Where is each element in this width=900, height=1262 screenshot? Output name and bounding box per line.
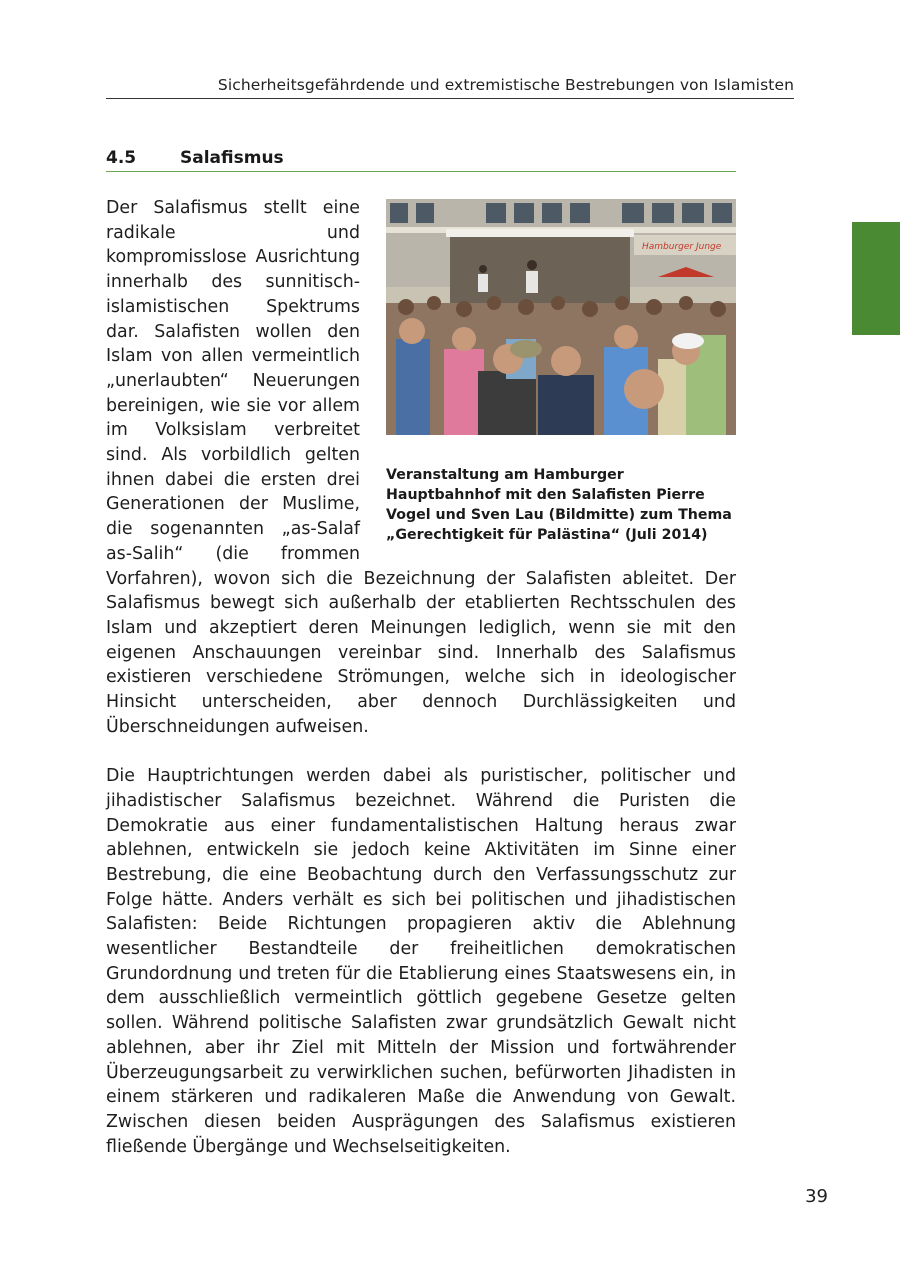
paragraph: Die Hauptrichtungen werden dabei als puristischer, politischer und jihadistischer Salafismus bezeichnet. Während die Puristen die Demokratie aus einer fundamentalistischen Haltung heraus zwar ablehnen, entwickeln sie jedoch keine Aktivitäten im Sinne einer Bestrebung, die eine Beobachtung durch den Verfassungsschutz zur Folge hätte. Anders verhält es sich bei politischen und jihadistischen Salafisten: Beide Richtungen propagieren aktiv die Ablehnung wesentlicher Bestandteile der freiheitlichen demokratischen Grundordnung und treten für die Etablierung eines Staatswesens ein, in dem ausschließlich vermeintlich göttlich gegebene Gesetze gelten sollen. Während politische Salafisten zwar grundsätzlich Gewalt nicht ablehnen, aber ihr Ziel mit Mitteln der Mission und fortwährender Überzeugungsarbeit zu verwirklichen suchen, befürworten Jihadisten in einem stärkeren und radikaleren Maße die Anwendung von Gewalt. Zwischen diesen beiden Ausprägungen des Salafismus existieren fließende Übergänge und Wechselseitigkeiten.: [106, 766, 736, 1157]
section-number: 4.5: [106, 148, 137, 168]
running-header: Sicherheitsgefährdende und extremistische Bestrebungen von Islamisten: [217, 76, 794, 94]
shop-banner: Hamburger Junge: [642, 242, 722, 252]
section-title: Salafismus: [180, 148, 284, 168]
page-number: 39: [805, 1186, 828, 1207]
paragraph: Der Salafismus stellt eine radikale und kompromisslose Ausrichtung innerhalb des sunnitisch-islamistischen Spektrums dar. Salafisten wollen den Islam von allen vermeintlich „unerlaubten“ Neuerungen bereinigen, wie sie vor allem im Volksislam verbreitet sind. Als vorbildlich gelten ihnen dabei die ersten drei Generationen der Muslime, die sogenannten „as-Salaf as-Salih“ (die frommen Vorfahren), wovon sich die Bezeichnung der Salafisten ableitet. Der Salafismus bewegt sich außerhalb der etablierten Rechtsschulen des Islam und akzeptiert deren Meinungen lediglich, wenn sie mit den eigenen Anschauungen vereinbar sind. Innerhalb des Salafismus existieren verschiedene Strömungen, welche sich in ideologischer Hinsicht unterscheiden, aber dennoch Durchlässigkeiten und Überschneidungen aufweisen.: [106, 198, 736, 737]
event-photo: [386, 199, 736, 435]
figure-caption: Veranstaltung am Hamburger Hauptbahnhof mit den Salafisten Pierre Vogel und Sven Lau (Bildmitte) zum Thema „Gerechtigkeit für Palästina“ (Juli 2014): [386, 467, 732, 543]
section-divider: [106, 171, 736, 172]
chapter-tab-marker: [852, 222, 900, 335]
body-text: [106, 196, 736, 1159]
section-heading: [106, 148, 736, 168]
figure: [386, 199, 736, 545]
header-divider: [106, 98, 794, 99]
